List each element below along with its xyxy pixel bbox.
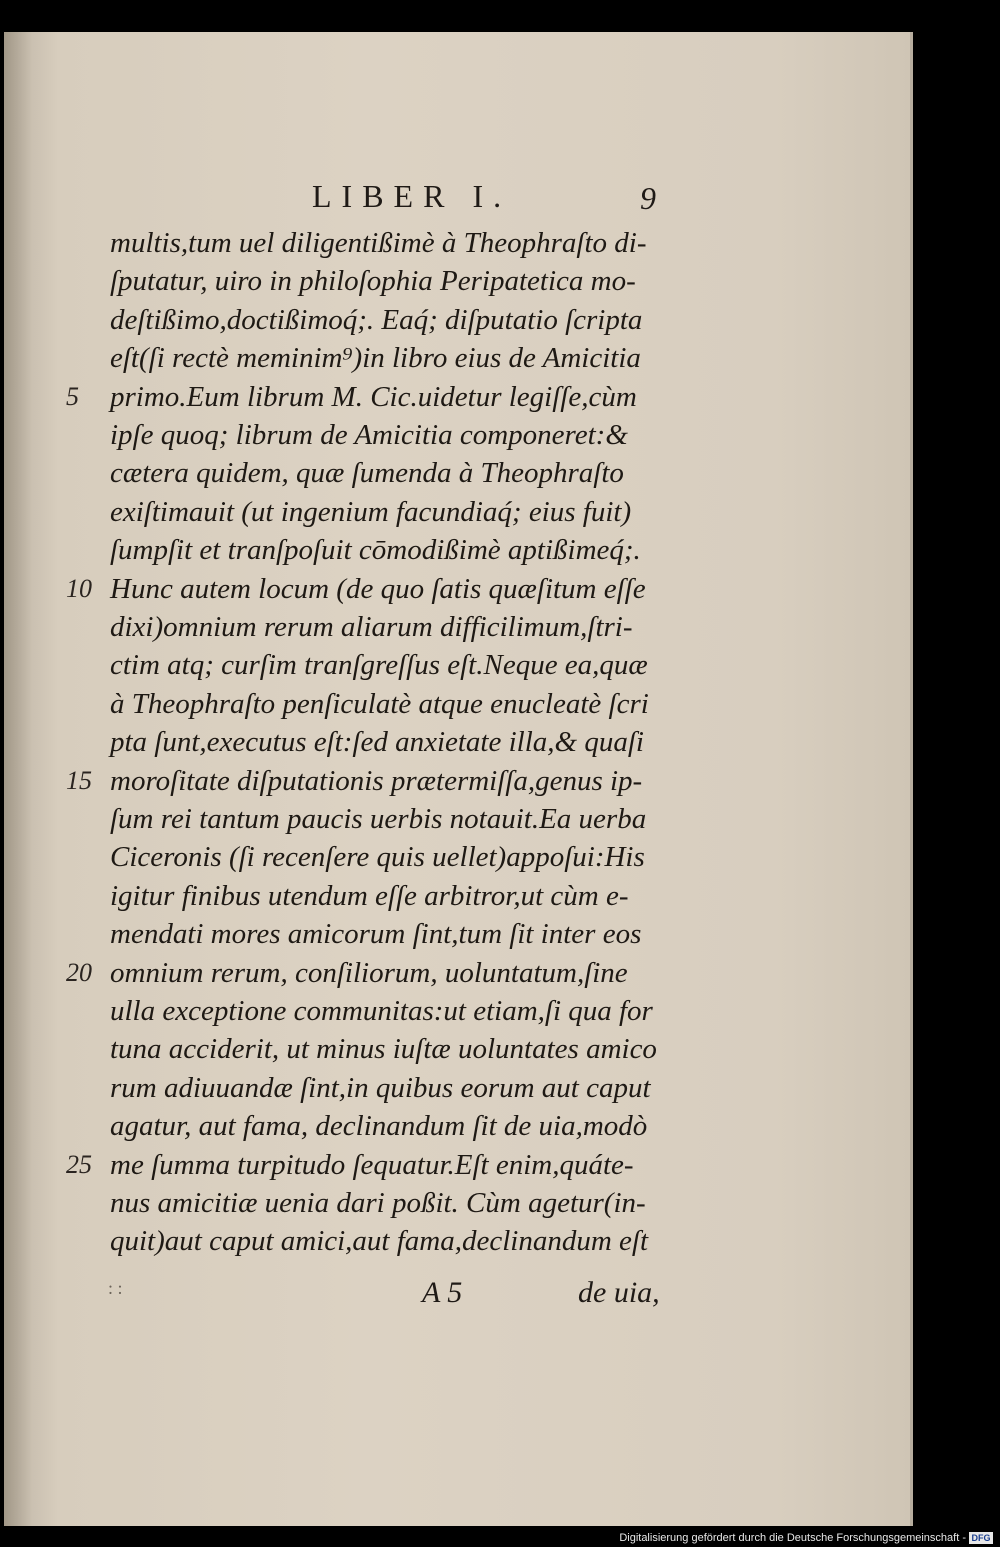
text-line: deſtißimo,doctißimoq́;. Eaq́; diſputatio ſcripta — [110, 303, 643, 336]
text-line: primo.Eum librum M. Cic.uidetur legiſſe,cùm — [110, 380, 637, 413]
text-line: moroſitate diſputationis prætermiſſa,genus ip- — [110, 764, 643, 797]
line-number: 20 — [66, 957, 92, 987]
text-line: mendati mores amicorum ſint,tum ſit inter eos — [110, 918, 642, 951]
text-line: agatur, aut fama, declinandum ſit de uia,modò — [110, 1110, 648, 1143]
text-line: cætera quidem, quæ ſumenda à Theophraſto — [110, 457, 624, 490]
page-footer — [4, 1276, 910, 1316]
text-line: Hunc autem locum (de quo ſatis quæſitum eſſe — [110, 572, 646, 605]
text-line: à Theophraſto penſiculatè atque enucleatè ſcri — [110, 687, 649, 720]
footer-marks: : : — [108, 1278, 123, 1298]
catchword: de uia, — [578, 1276, 660, 1309]
text-line: pta ſunt,executus eſt:ſed anxietate illa,& quaſi — [110, 726, 644, 759]
text-line: ctim atq; curſim tranſgreſſus eſt.Neque ea,quæ — [110, 649, 648, 682]
text-line: dixi)omnium rerum aliarum difficilimum,ſtri- — [110, 611, 633, 643]
folio-number: 9 — [640, 180, 656, 216]
text-line: Ciceronis (ſi recenſere quis uellet)appoſui:His — [110, 841, 645, 874]
page-header — [4, 178, 910, 218]
running-title: LIBER I. — [312, 178, 512, 214]
text-line: exiſtimauit (ut ingenium facundiaq́; eius fuit) — [110, 495, 632, 528]
text-line: omnium rerum, conſiliorum, uoluntatum,ſine — [110, 956, 628, 989]
text-line: igitur finibus utendum eſſe arbitror,ut cùm e- — [110, 879, 629, 912]
line-number: 25 — [66, 1149, 92, 1179]
text-line: rum adiuuandæ ſint,in quibus eorum aut caput — [110, 1071, 651, 1104]
line-number: 5 — [66, 381, 79, 411]
text-line: ſumpſit et tranſpoſuit cōmodißimè aptißimeq́;. — [110, 534, 641, 567]
book-page — [4, 32, 913, 1526]
text-line: ipſe quoq; librum de Amicitia componeret:& — [110, 419, 628, 451]
line-number: 15 — [66, 765, 92, 795]
text-line: quit)aut caput amici,aut fama,declinandum eſt — [110, 1225, 649, 1258]
dfg-logo: DFG — [969, 1532, 993, 1544]
text-line: multis,tum uel diligentißimè à Theophraſto di- — [110, 227, 647, 259]
text-line: tuna acciderit, ut minus iuſtæ uoluntates amico — [110, 1033, 657, 1066]
text-line: ulla exceptione communitas:ut etiam,ſi qua for — [110, 995, 653, 1027]
text-line: ſputatur, uiro in philoſophia Peripatetica mo- — [110, 265, 636, 298]
text-line: eſt(ſi rectè meminim⁹)in libro eius de Amicitia — [110, 342, 641, 375]
signature-mark: A 5 — [422, 1276, 463, 1309]
text-line: me ſumma turpitudo ſequatur.Eſt enim,quáte- — [110, 1148, 634, 1181]
line-number: 10 — [66, 573, 92, 603]
text-line: nus amicitiæ uenia dari poßit. Cùm agetur(in- — [110, 1187, 646, 1219]
text-line: ſum rei tantum paucis uerbis notauit.Ea uerba — [110, 803, 647, 835]
digitization-credit: Digitalisierung gefördert durch die Deutsche Forschungsgemeinschaft - — [619, 1532, 966, 1544]
